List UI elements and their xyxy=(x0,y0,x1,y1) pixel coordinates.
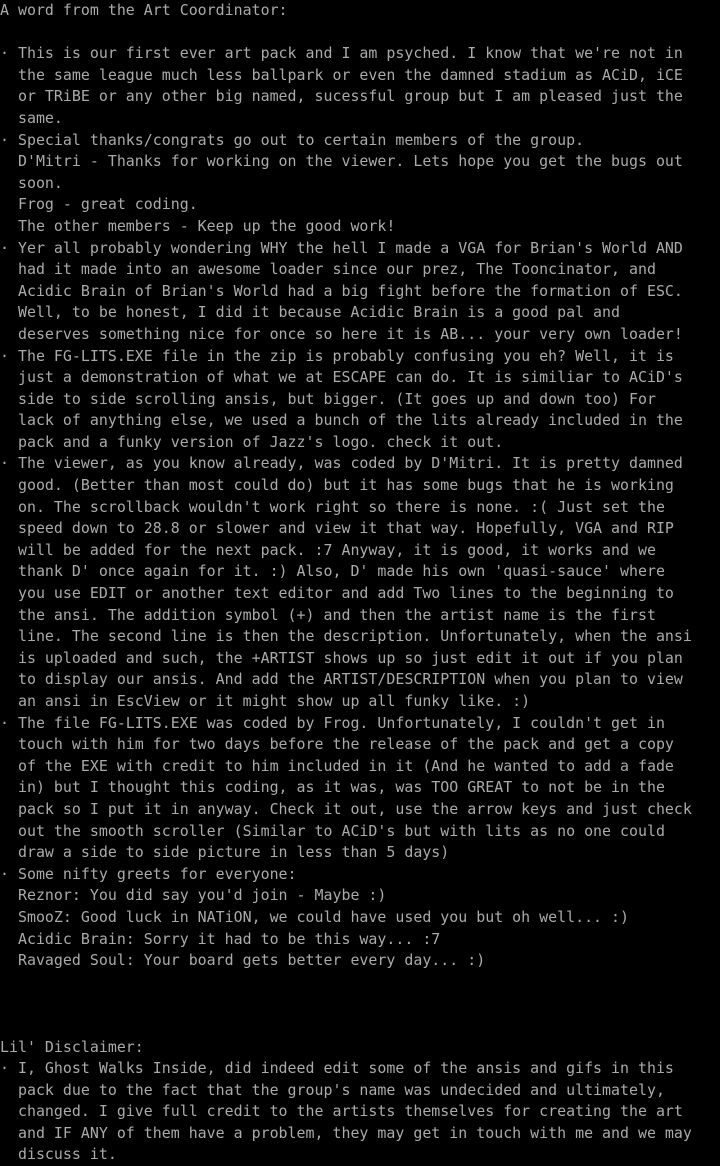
text-line: · The viewer, as you know already, was coded by D'Mitri. It is pretty damned xyxy=(0,454,683,473)
text-line: · This is our first ever art pack and I am psyched. I know that we're not in xyxy=(0,44,683,63)
text-line: · The FG-LITS.EXE file in the zip is probably confusing you eh? Well, it is xyxy=(0,346,674,365)
text-line: · The file FG-LITS.EXE was coded by Frog. Unfortunately, I couldn't get in xyxy=(0,713,665,732)
text-line: you use EDIT or another text editor and add Two lines to the beginning to xyxy=(0,584,674,603)
text-line: A word from the Art Coordinator: xyxy=(0,1,288,19)
text-line: Reznor: You did say you'd join - Maybe :) xyxy=(0,886,387,905)
text-line: will be added for the next pack. :7 Anyway, it is good, it works and we xyxy=(0,540,656,559)
text-line: the same league much less ballpark or even the damned stadium as ACiD, iCE xyxy=(0,65,683,84)
text-line: The other members - Keep up the good work! xyxy=(0,216,396,235)
text-line: · Yer all probably wondering WHY the hell I made a VGA for Brian's World AND xyxy=(0,238,683,257)
text-line: Ravaged Soul: Your board gets better every day... :) xyxy=(0,951,486,970)
text-line: is uploaded and such, the +ARTIST shows up so just edit it out if you plan xyxy=(0,648,683,667)
text-line: to display our ansis. And add the ARTIST/DESCRIPTION when you plan to view xyxy=(0,670,683,689)
text-line: in) but I thought this coding, as it was, was TOO GREAT to not be in the xyxy=(0,778,665,797)
text-line: Acidic Brain: Sorry it had to be this way... :7 xyxy=(0,929,441,948)
text-line: lack of anything else, we used a bunch of the lits already included in the xyxy=(0,411,683,430)
text-line: touch with him for two days before the release of the pack and get a copy xyxy=(0,735,674,754)
text-line: just a demonstration of what we at ESCAPE can do. It is similiar to ACiD's xyxy=(0,368,683,387)
text-line: pack so I put it in anyway. Check it out, use the arrow keys and just check xyxy=(0,799,692,818)
text-line: discuss it. xyxy=(0,1145,117,1164)
text-line xyxy=(0,22,716,44)
text-line: pack due to the fact that the group's name was undecided and ultimately, xyxy=(0,1080,665,1099)
text-line: Lil' Disclaimer: xyxy=(0,1037,144,1056)
text-line: · Some nifty greets for everyone: xyxy=(0,864,297,883)
text-line: or TRiBE or any other big named, sucessful group but I am pleased just the xyxy=(0,87,683,106)
text-line: good. (Better than most could do) but it has some bugs that he is working xyxy=(0,476,674,495)
text-line xyxy=(0,972,716,994)
text-line: deserves something nice for once so here it is AB... your very own loader! xyxy=(0,324,683,343)
text-line: D'Mitri - Thanks for working on the viewer. Lets hope you get the bugs out xyxy=(0,152,683,171)
text-line: thank D' once again for it. :) Also, D' made his own 'quasi-sauce' where xyxy=(0,562,665,581)
text-line: · Special thanks/congrats go out to certain members of the group. xyxy=(0,130,585,149)
text-line: had it made into an awesome loader since our prez, The Tooncinator, and xyxy=(0,260,656,279)
text-line: · I, Ghost Walks Inside, did indeed edit some of the ansis and gifs in this xyxy=(0,1059,674,1078)
text-line: out the smooth scroller (Similar to ACiD's but with lits as no one could xyxy=(0,821,665,840)
text-line: an ansi in EscView or it might show up all funky like. :) xyxy=(0,692,531,710)
text-line: Frog - great coding. xyxy=(0,195,198,214)
text-line: line. The second line is then the description. Unfortunately, when the ansi xyxy=(0,627,692,646)
text-line: same. xyxy=(0,108,63,127)
text-line xyxy=(0,1015,716,1037)
text-line: side to side scrolling ansis, but bigger. (It goes up and down too) For xyxy=(0,389,656,408)
text-line: changed. I give full credit to the artists themselves for creating the art xyxy=(0,1102,683,1121)
text-line: the ansi. The addition symbol (+) and then the artist name is the first xyxy=(0,605,656,624)
text-line: draw a side to side picture in less than 5 days) xyxy=(0,843,450,862)
text-line xyxy=(0,993,716,1015)
text-line: SmooZ: Good luck in NATiON, we could have used you but oh well... :) xyxy=(0,907,629,926)
text-line: soon. xyxy=(0,173,63,192)
text-line: of the EXE with credit to him included in it (And he wanted to add a fade xyxy=(0,756,674,775)
text-line: and IF ANY of them have a problem, they may get in touch with me and we may xyxy=(0,1123,692,1142)
text-line: on. The scrollback wouldn't work right so there is none. :( Just set the xyxy=(0,497,665,516)
text-line: Acidic Brain of Brian's World had a big fight before the formation of ESC. xyxy=(0,281,683,300)
text-line: pack and a funky version of Jazz's logo. check it out. xyxy=(0,432,504,451)
text-line: speed down to 28.8 or slower and view it that way. Hopefully, VGA and RIP xyxy=(0,519,674,538)
text-line: Well, to be honest, I did it because Acidic Brain is a good pal and xyxy=(0,303,621,322)
